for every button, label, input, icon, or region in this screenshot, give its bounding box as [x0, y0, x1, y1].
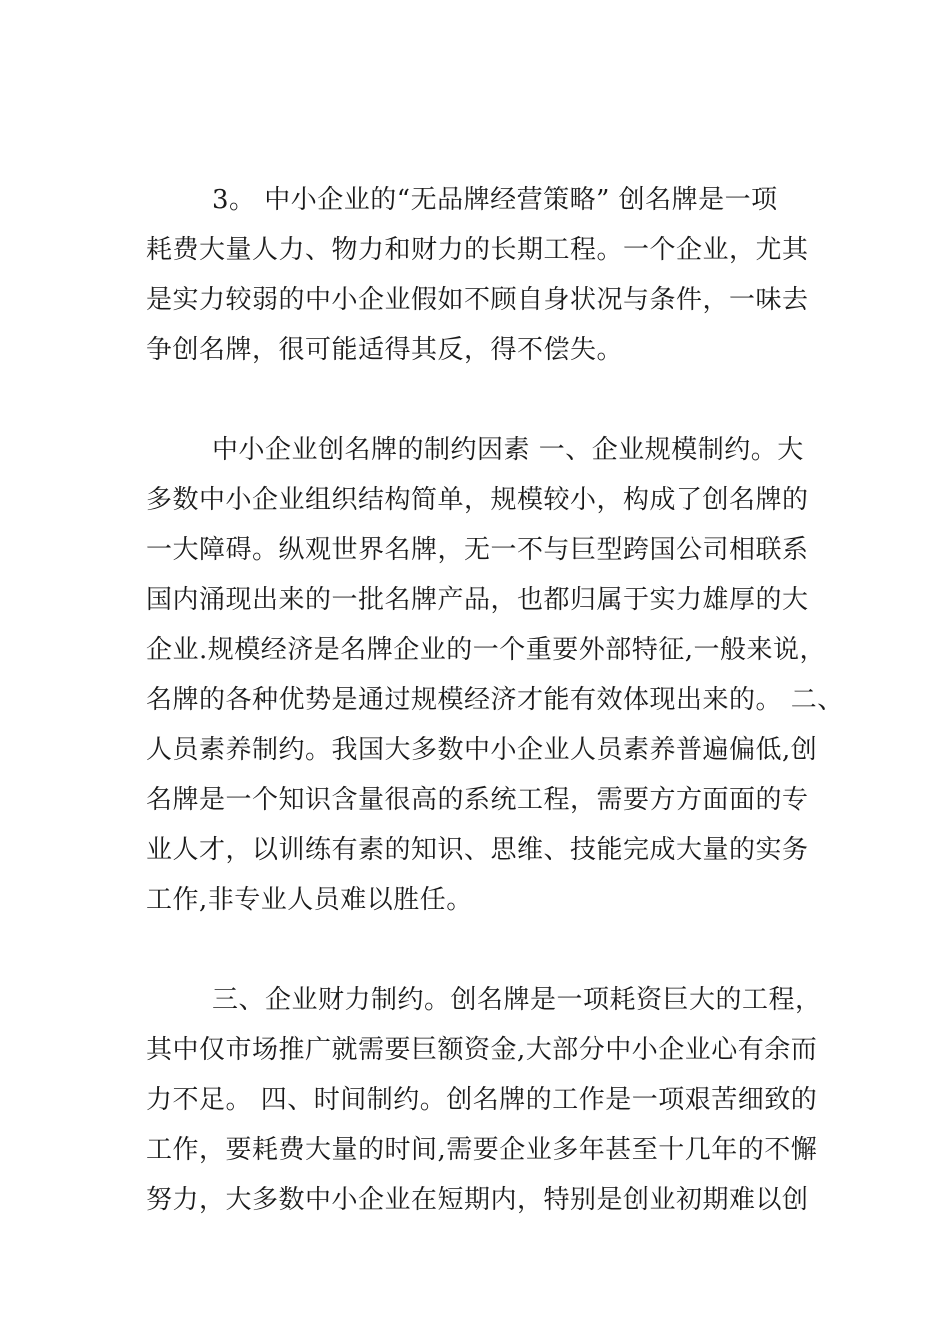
text-line: 三、企业财力制约。创名牌是一项耗资巨大的工程， [212, 985, 822, 1015]
text-line: 企业.规模经济是名牌企业的一个重要外部特征,一般来说， [146, 635, 827, 665]
text-line: 力不足。 四、时间制约。创名牌的工作是一项艰苦细致的 [146, 1085, 818, 1115]
text-line: 名牌的各种优势是通过规模经济才能有效体现出来的。 二、 [146, 685, 844, 715]
text-line: 中小企业创名牌的制约因素 一、企业规模制约。大 [212, 435, 804, 465]
text-line: 是实力较弱的中小企业假如不顾自身状况与条件，一味去 [146, 285, 809, 315]
text-line: 工作，要耗费大量的时间,需要企业多年甚至十几年的不懈 [146, 1135, 818, 1165]
text-line: 多数中小企业组织结构简单，规模较小，构成了创名牌的 [146, 485, 809, 515]
text-line: 国内涌现出来的一批名牌产品，也都归属于实力雄厚的大 [146, 585, 809, 615]
text-line: 努力，大多数中小企业在短期内，特别是创业初期难以创 [146, 1185, 809, 1215]
text-line: 名牌是一个知识含量很高的系统工程，需要方方面面的专 [146, 785, 809, 815]
text-line: 3。 中小企业的“无品牌经营策略” 创名牌是一项 [212, 185, 778, 215]
text-line: 其中仅市场推广就需要巨额资金,大部分中小企业心有余而 [146, 1035, 818, 1065]
text-line: 工作,非专业人员难以胜任。 [146, 885, 473, 915]
text-line: 一大障碍。纵观世界名牌，无一不与巨型跨国公司相联系 [146, 535, 809, 565]
text-line: 业人才，以训练有素的知识、思维、技能完成大量的实务 [146, 835, 809, 865]
text-line: 争创名牌，很可能适得其反，得不偿失。 [146, 335, 624, 365]
text-line: 耗费大量人力、物力和财力的长期工程。一个企业，尤其 [146, 235, 809, 265]
text-line: 人员素养制约。我国大多数中小企业人员素养普遍偏低,创 [146, 735, 818, 765]
